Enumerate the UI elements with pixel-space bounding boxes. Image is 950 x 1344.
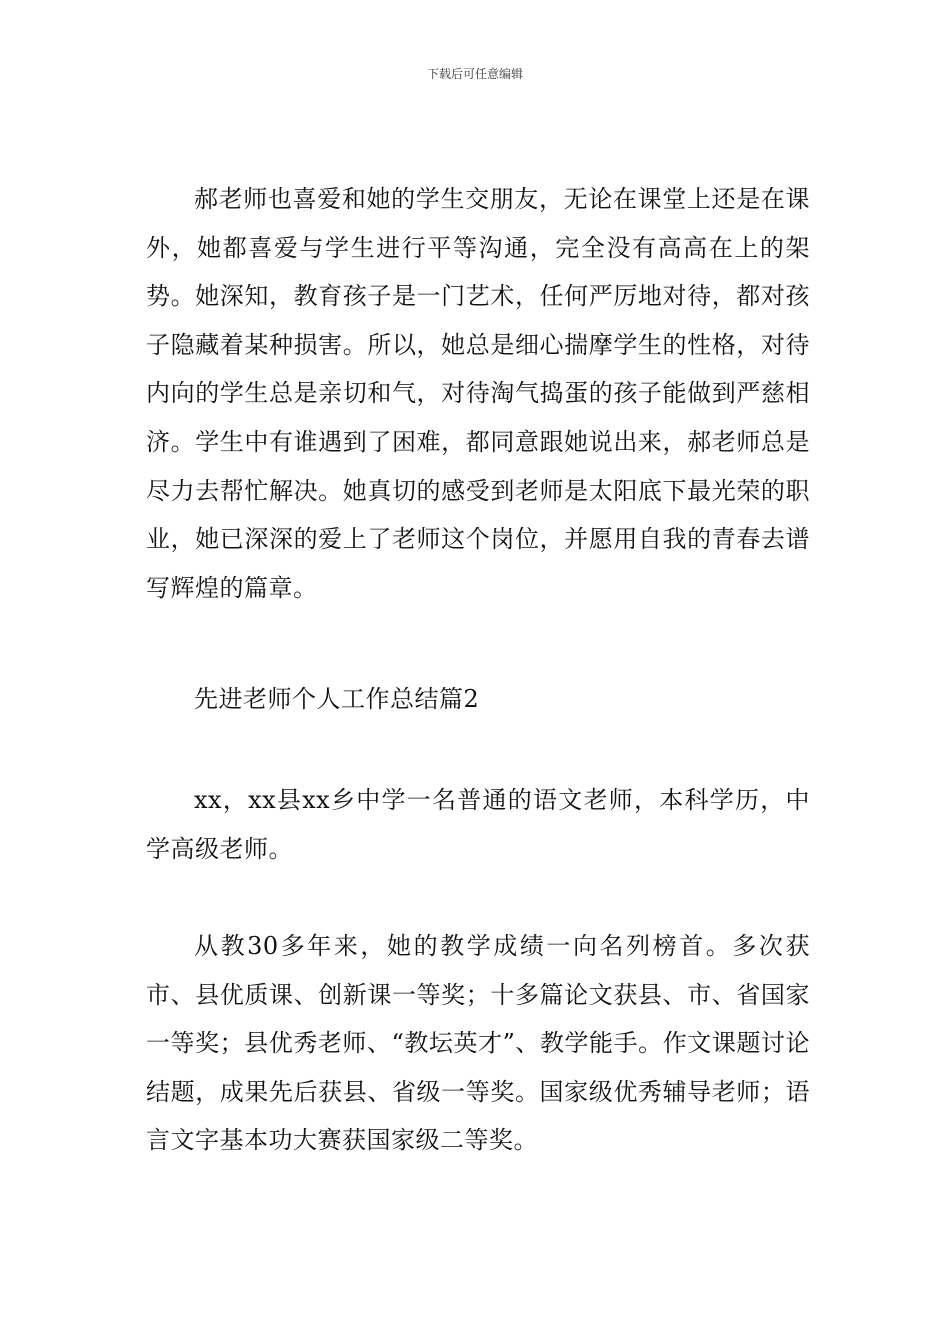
paragraph-intro: xx，xx县xx乡中学一名普通的语文老师，本科学历，中学高级老师。 [146,786,810,863]
paragraph-achievements: 从教30多年来，她的教学成绩一向名列榜首。多次获市、县优质课、创新课一等奖；十多篇论文获县、市、省国家一等奖；县优秀老师、“教坛英才”、教学能手。作文课题讨论结题，成果先后获县、省级一等奖。国家级优秀辅导老师；语言文字基本功大赛获国家级二等奖。 [146,932,810,1155]
paragraph-teacher-relationship: 郝老师也喜爱和她的学生交朋友，无论在课堂上还是在课外，她都喜爱与学生进行平等沟通，完全没有高高在上的架势。她深知，教育孩子是一门艺术，任何严厉地对待，都对孩子隐藏着某种损害。所以，她总是细心揣摩学生的性格，对待内向的学生总是亲切和气，对待淘气捣蛋的孩子能做到严慈相济。学生中有谁遇到了困难，都同意跟她说出来，郝老师总是尽力去帮忙解决。她真切的感受到老师是太阳底下最光荣的职业，她已深深的爱上了老师这个岗位，并愿用自我的青春去谱写辉煌的篇章。 [146,185,810,602]
page-header: 下载后可任意编辑 [426,67,523,81]
section-heading: 先进老师个人工作总结篇2 [194,685,480,713]
